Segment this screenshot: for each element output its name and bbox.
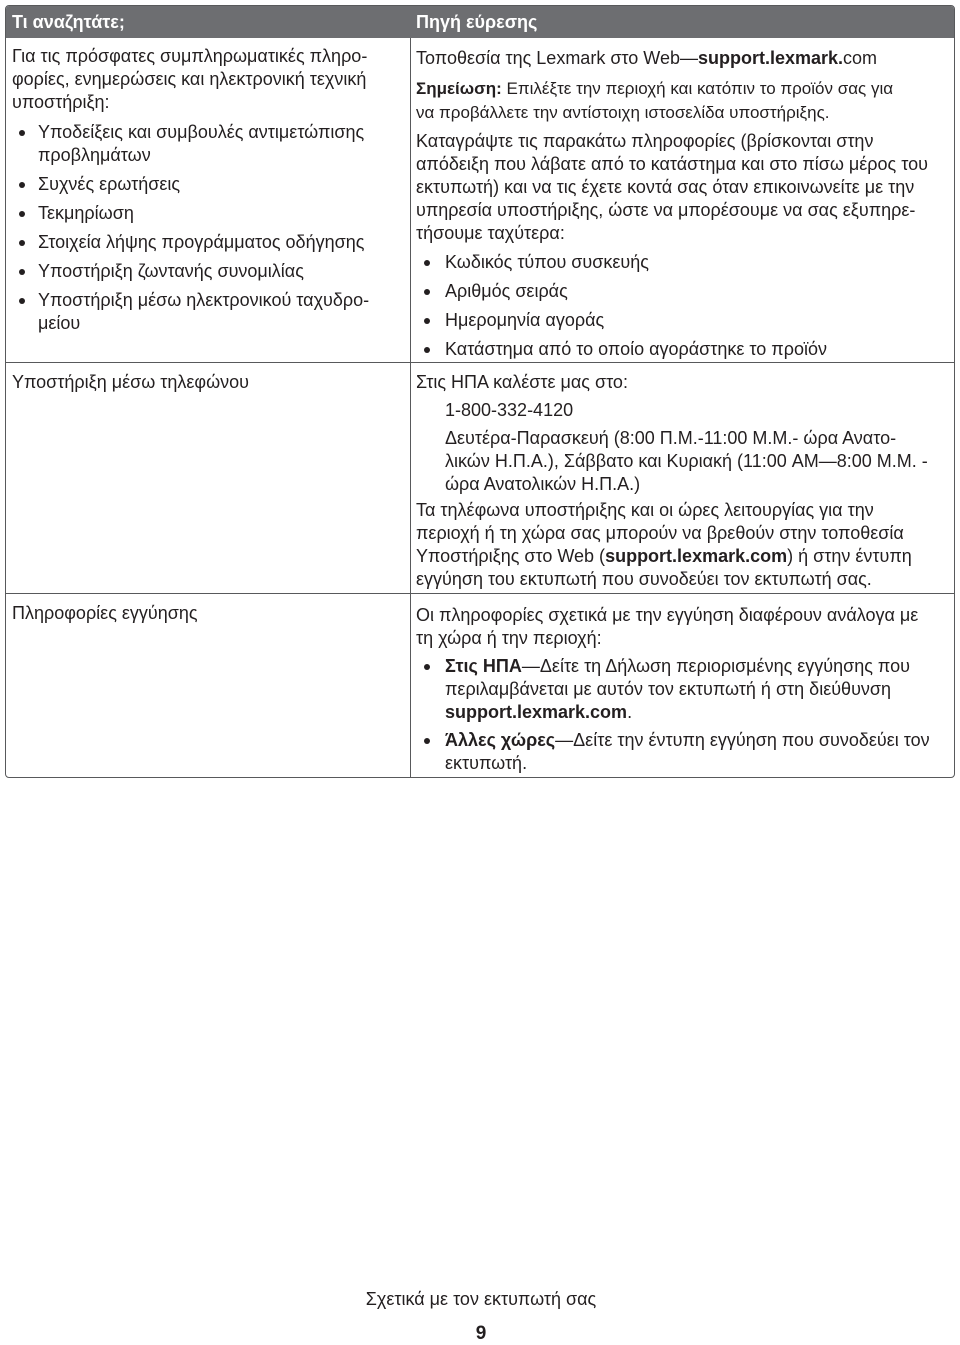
list-item bbox=[12, 202, 410, 225]
other-countries-text: —Δείτε την έντυπη εγγύηση που συνοδεύει τον bbox=[555, 730, 930, 750]
list-item-other-countries-warranty bbox=[416, 729, 954, 775]
list-item-line: εκτυπωτή. bbox=[445, 753, 528, 773]
warranty-list bbox=[416, 655, 954, 775]
cell-warranty-source bbox=[410, 594, 954, 777]
table-row-warranty bbox=[6, 593, 954, 777]
cell-online-support-need bbox=[6, 38, 410, 362]
list-item-line: Υποδείξεις και συμβουλές αντιμετώπισης bbox=[38, 122, 365, 142]
list-item bbox=[12, 173, 410, 196]
list-item-line bbox=[445, 729, 954, 752]
list-item-line: Υποστήριξη ζωντανής συνομιλίας bbox=[38, 261, 304, 281]
text-line: υπηρεσία υποστήριξης, ώστε να μπορέσουμε να σας εξυπηρε- bbox=[416, 200, 916, 220]
list-item-line bbox=[445, 701, 954, 724]
list-item-line: Κωδικός τύπου συσκευής bbox=[445, 252, 649, 272]
list-item-line: Τεκμηρίωση bbox=[38, 203, 134, 223]
intl-phone-paragraph bbox=[416, 499, 954, 591]
text-line: εγγύηση του εκτυπωτή που συνοδεύει τον εκτυπωτή σας. bbox=[416, 569, 872, 589]
list-item bbox=[416, 280, 954, 303]
text-line bbox=[416, 545, 954, 568]
intl-url-prefix: Υποστήριξης στο Web ( bbox=[416, 546, 606, 566]
list-item bbox=[12, 289, 410, 335]
text-line: λικών Η.Π.Α.), Σάββατο και Κυριακή (11:00 AM—8:00 Μ.Μ. - bbox=[445, 451, 928, 471]
header-what-looking-for: Τι αναζητάτε; bbox=[12, 12, 125, 32]
bullet-icon bbox=[424, 738, 430, 744]
bullet-icon bbox=[19, 211, 25, 217]
warranty-label: Πληροφορίες εγγύησης bbox=[12, 603, 198, 623]
header-where-to-find: Πηγή εύρεσης bbox=[416, 12, 538, 32]
other-countries-label: Άλλες χώρες bbox=[445, 730, 556, 750]
bullet-icon bbox=[424, 289, 430, 295]
text-line: απόδειξη που λάβατε από το κατάστημα και στο πίσω μέρος του bbox=[416, 154, 928, 174]
bullet-icon bbox=[19, 182, 25, 188]
list-item-line: Κατάστημα από το οποίο αγοράστηκε το προϊόν bbox=[445, 339, 827, 359]
us-warranty-label: Στις ΗΠΑ bbox=[445, 656, 522, 676]
us-warranty-url: support.lexmark.com bbox=[445, 702, 628, 722]
web-site-url: support.lexmark. bbox=[697, 48, 844, 68]
list-item-line: Αριθμός σειράς bbox=[445, 281, 568, 301]
table-row-online-support bbox=[6, 38, 954, 362]
footer-section-title: Σχετικά με τον εκτυπωτή σας bbox=[365, 1289, 597, 1309]
list-item bbox=[12, 260, 410, 283]
list-item-line: Ημερομηνία αγοράς bbox=[445, 310, 605, 330]
web-site-line bbox=[416, 47, 954, 70]
web-site-label: Τοποθεσία της Lexmark στο Web— bbox=[416, 48, 698, 68]
list-item-line bbox=[445, 655, 954, 678]
text-line: υποστήριξη: bbox=[12, 92, 110, 112]
list-item-line: μείου bbox=[38, 313, 81, 333]
text-line: Οι πληροφορίες σχετικά με την εγγύηση διαφέρουν ανάλογα με bbox=[416, 605, 919, 625]
note-block bbox=[416, 77, 954, 125]
record-info-list bbox=[416, 251, 954, 361]
list-item-line: προβλημάτων bbox=[38, 145, 151, 165]
list-item bbox=[416, 309, 954, 332]
cell-online-support-source bbox=[410, 38, 954, 362]
text-line: Τα τηλέφωνα υποστήριξης και οι ώρες λειτουργίας για την bbox=[416, 500, 874, 520]
note-line bbox=[416, 77, 954, 101]
warranty-intro bbox=[416, 604, 954, 650]
text-line: εκτυπωτή) και να τις έχετε κοντά σας όταν επικοινωνείτε με την bbox=[416, 177, 915, 197]
text-line: Για τις πρόσφατες συμπληρωματικές πληρο- bbox=[12, 46, 368, 66]
bullet-icon bbox=[19, 269, 25, 275]
list-item bbox=[416, 251, 954, 274]
text-line: Καταγράψτε τις παρακάτω πληροφορίες (βρίσκονται στην bbox=[416, 131, 874, 151]
intl-support-url: support.lexmark.com bbox=[605, 546, 788, 566]
online-support-topics-list bbox=[12, 121, 410, 335]
bullet-icon bbox=[19, 240, 25, 246]
us-phone-hours bbox=[416, 427, 954, 496]
web-site-url-tail: com bbox=[843, 48, 878, 68]
us-phone-number: 1-800-332-4120 bbox=[445, 400, 574, 420]
us-warranty-text: —Δείτε τη Δήλωση περιορισμένης εγγύησης που bbox=[521, 656, 910, 676]
text-line: Δευτέρα-Παρασκευή (8:00 Π.Μ.-11:00 Μ.Μ.- ώρα Ανατο- bbox=[445, 428, 897, 448]
text-line: φορίες, ενημερώσεις και ηλεκτρονική τεχνική bbox=[12, 69, 367, 89]
list-item-line: Στοιχεία λήψης προγράμματος οδήγησης bbox=[38, 232, 365, 252]
list-item bbox=[12, 121, 410, 167]
note-label: Σημείωση: bbox=[416, 79, 502, 98]
bullet-icon bbox=[424, 318, 430, 324]
list-item bbox=[416, 338, 954, 361]
text-line: περιοχή ή τη χώρα σας μπορούν να βρεθούν στην τοποθεσία bbox=[416, 523, 904, 543]
bullet-icon bbox=[424, 347, 430, 353]
list-item-line: Υποστήριξη μέσω ηλεκτρονικού ταχυδρο- bbox=[38, 290, 370, 310]
cell-phone-support-source bbox=[410, 363, 954, 593]
support-info-table bbox=[5, 5, 955, 778]
phone-support-label: Υποστήριξη μέσω τηλεφώνου bbox=[12, 372, 250, 392]
cell-phone-support-need bbox=[6, 363, 410, 593]
list-item-line: Συχνές ερωτήσεις bbox=[38, 174, 181, 194]
list-item-us-warranty bbox=[416, 655, 954, 724]
table-header-row bbox=[6, 6, 954, 38]
table-row-phone-support bbox=[6, 362, 954, 593]
us-phone-intro: Στις ΗΠΑ καλέστε μας στο: bbox=[416, 372, 628, 392]
us-warranty-url-end: . bbox=[627, 702, 633, 722]
text-line: ώρα Ανατολικών Η.Π.Α.) bbox=[445, 474, 641, 494]
cell-warranty-need bbox=[6, 594, 410, 777]
list-item-line: περιλαμβάνεται με αυτόν τον εκτυπωτή ή στη διεύθυνση bbox=[445, 679, 892, 699]
record-info-paragraph bbox=[416, 130, 954, 245]
list-item bbox=[12, 231, 410, 254]
note-text: Επιλέξτε την περιοχή και κατόπιν το προϊόν σας για bbox=[501, 79, 894, 98]
bullet-icon bbox=[424, 664, 430, 670]
online-support-intro bbox=[12, 45, 410, 114]
intl-url-suffix: ) ή στην έντυπη bbox=[787, 546, 912, 566]
text-line: τη χώρα ή την περιοχή: bbox=[416, 628, 602, 648]
bullet-icon bbox=[19, 130, 25, 136]
bullet-icon bbox=[424, 260, 430, 266]
text-line: τήσουμε ταχύτερα: bbox=[416, 223, 565, 243]
bullet-icon bbox=[19, 298, 25, 304]
page-number: 9 bbox=[475, 1323, 487, 1344]
note-line: να προβάλλετε την αντίστοιχη ιστοσελίδα υποστήριξης. bbox=[416, 103, 830, 122]
